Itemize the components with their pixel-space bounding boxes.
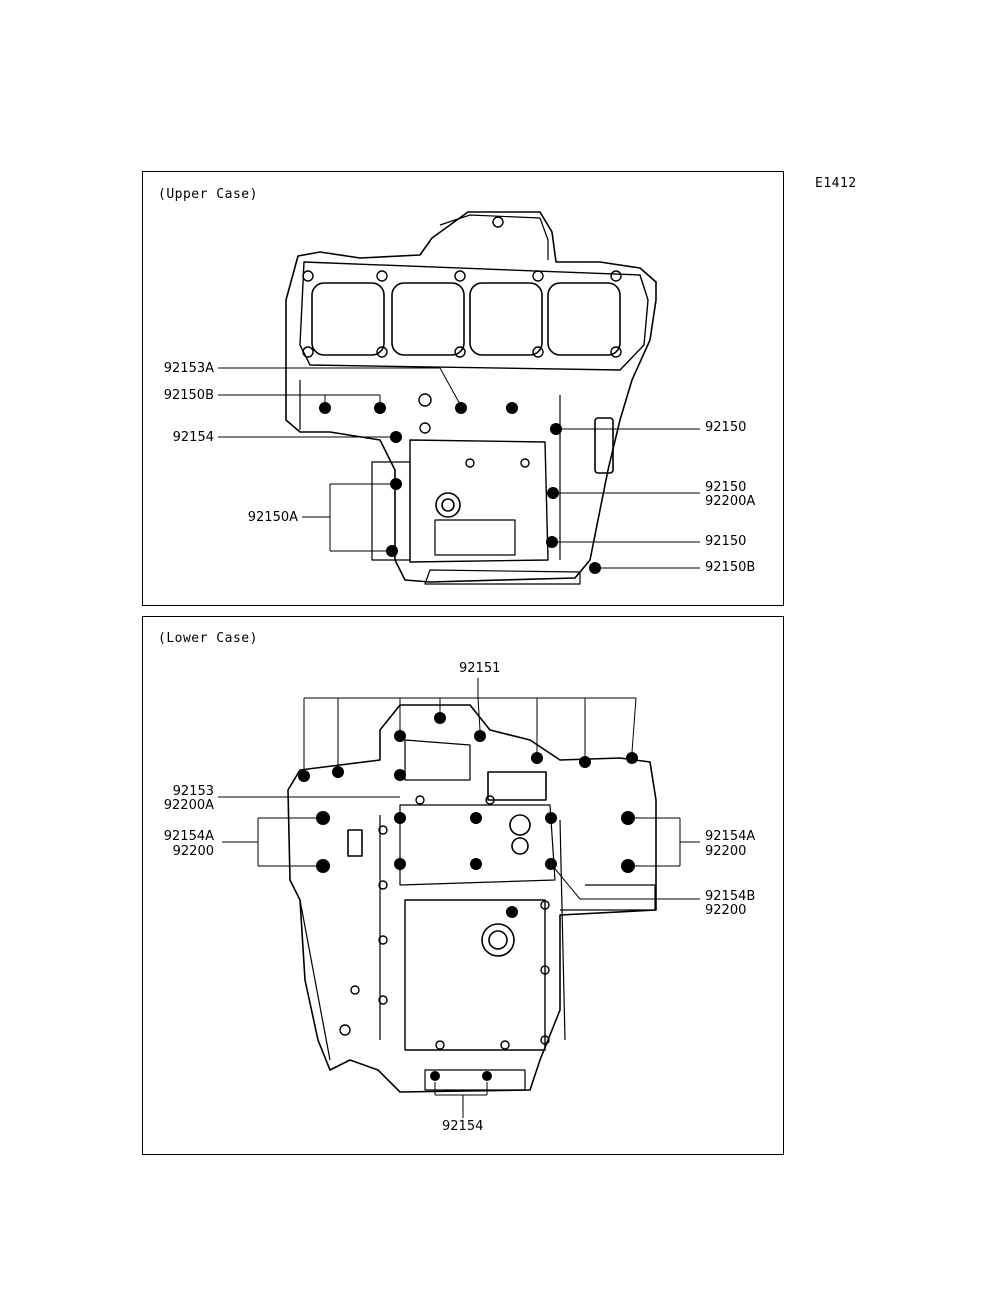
callout-upper-92150B-left: 92150B — [163, 388, 214, 403]
callout-lower-92151: 92151 — [459, 661, 501, 676]
upper-crankcase-outline — [286, 212, 656, 584]
callout-upper-92153A: 92153A — [163, 361, 214, 376]
callout-upper-92150A: 92150A — [247, 510, 298, 525]
callout-upper-92150-1: 92150 — [705, 420, 747, 435]
callout-lower-92200-right: 92200 — [705, 844, 747, 859]
callout-upper-92154: 92154 — [172, 430, 214, 445]
callout-lower-92154A-left: 92154A — [163, 829, 214, 844]
callout-lower-92200-left: 92200 — [172, 844, 214, 859]
lower-case-label: (Lower Case) — [158, 631, 258, 646]
callout-lower-92153: 92153 — [172, 784, 214, 799]
callout-lower-92200-right-2: 92200 — [705, 903, 747, 918]
callout-upper-92200A: 92200A — [705, 494, 756, 509]
callout-lower-92154: 92154 — [442, 1119, 484, 1134]
callout-lower-92154B: 92154B — [705, 889, 756, 904]
upper-bolts — [319, 402, 601, 574]
callout-upper-92150-3: 92150 — [705, 534, 747, 549]
upper-leader-lines — [218, 368, 700, 568]
callout-upper-92150-2: 92150 — [705, 480, 747, 495]
callout-upper-92150B-right: 92150B — [705, 560, 756, 575]
upper-case-label: (Upper Case) — [158, 187, 258, 202]
callout-lower-92154A-right: 92154A — [705, 829, 756, 844]
figure-reference: E1412 — [815, 176, 857, 191]
lower-bolts — [298, 712, 638, 1081]
callout-lower-92200A: 92200A — [163, 798, 214, 813]
